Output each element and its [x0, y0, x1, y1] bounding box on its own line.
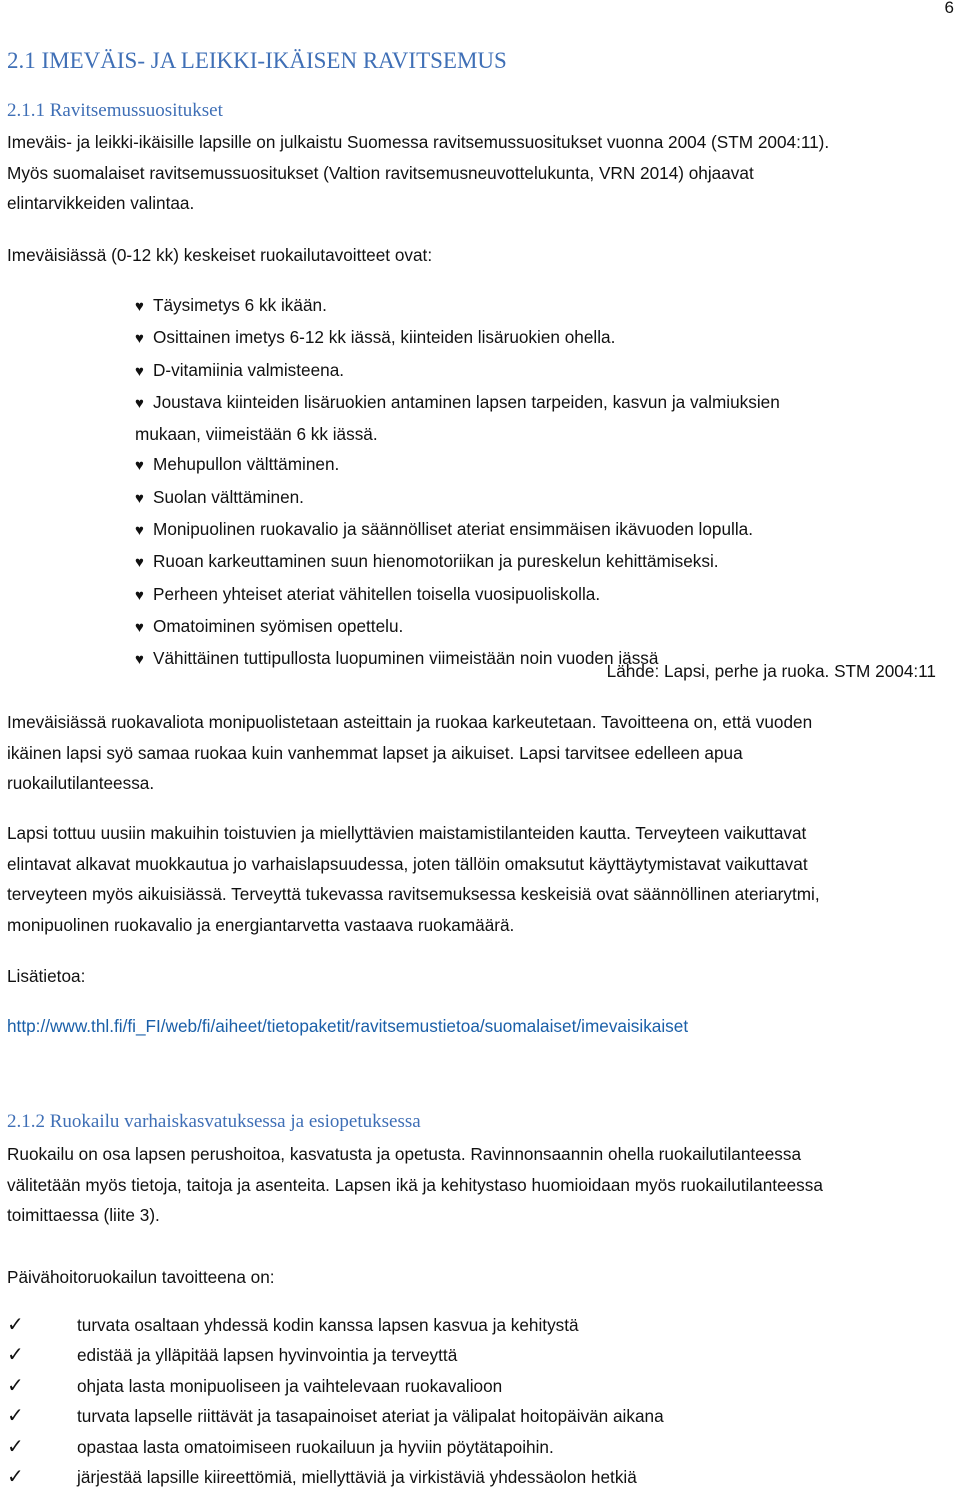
list-item: ♥ Vähittäinen tuttipullosta luopuminen viimeistään noin vuoden iässä: [135, 643, 780, 675]
paragraph-line: Imeväis- ja leikki-ikäisille lapsille on julkaistu Suomessa ravitsemussuositukset vuonna 2004 (STM 2004:11).: [7, 132, 830, 152]
paragraph-line: ikäinen lapsi syö samaa ruokaa kuin vanhemmat lapset ja aikuiset. Lapsi tarvitsee edelleen apua: [7, 742, 743, 763]
checkmark-icon: ✓: [7, 1314, 24, 1336]
paragraph-line: elintarvikkeiden valintaa.: [7, 193, 195, 213]
heart-bullet-icon: ♥: [135, 618, 144, 636]
list-item: ✓ ohjata lasta monipuoliseen ja vaihtelevaan ruokavalioon: [7, 1371, 664, 1401]
paragraph-line: monipuolinen ruokavalio ja energiantarvetta vastaava ruokamäärä.: [7, 914, 515, 935]
list-item: ♥ D-vitamiinia valmisteena.: [135, 355, 780, 387]
list-item: ✓ opastaa lasta omatoimiseen ruokailuun ja hyviin pöytätapoihin.: [7, 1432, 664, 1462]
paragraph-recommendations: [7, 127, 829, 219]
paragraph-tastes: [7, 818, 820, 940]
paragraph-line: terveyteen myös aikuisiässä. Terveyttä tukevassa ravitsemuksessa keskeisiä ovat säännöllinen ateriarytmi,: [7, 884, 820, 904]
page-number: 6: [944, 0, 954, 17]
section-title: 2.1 IMEVÄIS- JA LEIKKI-IKÄISEN RAVITSEMUS: [7, 48, 507, 73]
list-item: ♥ Joustava kiinteiden lisäruokien antaminen lapsen tarpeiden, kasvun ja valmiuksien: [135, 387, 780, 419]
checkmark-icon: ✓: [7, 1374, 24, 1397]
list-item: ✓ turvata osaltaan yhdessä kodin kanssa lapsen kasvua ja kehitystä: [7, 1310, 664, 1340]
heart-bullet-icon: ♥: [135, 522, 144, 540]
daycare-goals-intro: Päivähoitoruokailun tavoitteena on:: [7, 1267, 275, 1287]
more-info-label: Lisätietoa:: [7, 966, 86, 986]
heart-bullet-icon: ♥: [135, 298, 144, 315]
list-item-continuation: mukaan, viimeistään 6 kk iässä.: [135, 424, 378, 445]
heart-bullet-icon: ♥: [135, 489, 144, 507]
heart-bullet-icon: ♥: [135, 651, 144, 669]
heart-bullet-icon: ♥: [135, 330, 144, 348]
paragraph-infant-diet: [7, 707, 812, 799]
source-citation: Lähde: Lapsi, perhe ja ruoka. STM 2004:11: [606, 661, 936, 681]
heart-bullet-icon: ♥: [135, 457, 144, 475]
list-item: ♥ Ruoan karkeuttaminen suun hienomotoriikan ja pureskelun kehittämiseksi.: [135, 546, 780, 578]
paragraph-line: elintavat alkavat muokkautua jo varhaislapsuudessa, joten tällöin omaksutut käyttäytymistavat vaikuttavat: [7, 853, 808, 874]
list-item: ✓ järjestää lapsille kiireettömiä, miellyttäviä ja virkistäviä yhdessäolon hetkiä: [7, 1462, 664, 1492]
infant-goals-list: [135, 290, 780, 676]
goals-intro: Imeväisiässä (0-12 kk) keskeiset ruokailutavoitteet ovat:: [7, 245, 433, 265]
list-item: ♥ Perheen yhteiset ateriat vähitellen toisella vuosipuoliskolla.: [135, 579, 780, 611]
heart-bullet-icon: ♥: [135, 586, 144, 604]
paragraph-line: ruokailutilanteessa.: [7, 773, 155, 793]
checkmark-icon: ✓: [7, 1344, 24, 1367]
list-item: ♥ Osittainen imetys 6-12 kk iässä, kiinteiden lisäruokien ohella.: [135, 322, 780, 354]
subsection-title-ravitsemussuositukset: 2.1.1 Ravitsemussuositukset: [7, 100, 223, 121]
heart-bullet-icon: ♥: [135, 554, 144, 572]
list-item: ♥ Suolan välttäminen.: [135, 482, 780, 514]
paragraph-line: Imeväisiässä ruokavaliota monipuolistetaan asteittain ja ruokaa karkeutetaan. Tavoitteena on, että vuoden: [7, 712, 813, 732]
paragraph-line: Lapsi tottuu uusiin makuihin toistuvien ja miellyttävien maistamistilanteiden kautta. Terveyteen vaikuttavat: [7, 823, 807, 843]
list-item: ♥ Monipuolinen ruokavalio ja säännölliset ateriat ensimmäisen ikävuoden lopulla.: [135, 514, 780, 546]
paragraph-line: Ruokailu on osa lapsen perushoitoa, kasvatusta ja opetusta. Ravinnonsaannin ohella ruokailutilanteessa: [7, 1144, 802, 1164]
checkmark-icon: ✓: [7, 1405, 24, 1428]
paragraph-line: Myös suomalaiset ravitsemussuositukset (Valtion ravitsemusneuvottelukunta, VRN 2014) ohjaavat: [7, 162, 754, 183]
paragraph-daycare-meals: [7, 1139, 823, 1231]
list-item: ♥ Omatoiminen syömisen opettelu.: [135, 611, 780, 643]
daycare-goals-list: [7, 1310, 664, 1492]
list-item: ✓ edistää ja ylläpitää lapsen hyvinvointia ja terveyttä: [7, 1340, 664, 1370]
list-item: ♥ Mehupullon välttäminen.: [135, 449, 780, 481]
more-info-link[interactable]: http://www.thl.fi/fi_FI/web/fi/aiheet/tietopaketit/ravitsemustietoa/suomalaiset/imevaisikaiset: [7, 1016, 689, 1036]
list-item: ♥ Täysimetys 6 kk ikään.: [135, 290, 780, 322]
checkmark-icon: ✓: [7, 1466, 24, 1489]
heart-bullet-icon: ♥: [135, 362, 144, 380]
paragraph-line: toimittaessa (liite 3).: [7, 1205, 160, 1225]
subsection-title-ruokailu: 2.1.2 Ruokailu varhaiskasvatuksessa ja esiopetuksessa: [7, 1111, 421, 1132]
heart-bullet-icon: ♥: [135, 394, 144, 412]
paragraph-line: välitetään myös tietoja, taitoja ja asenteita. Lapsen ikä ja kehitystaso huomioidaan myös ruokailutilanteessa: [7, 1174, 823, 1195]
list-item: ✓ turvata lapselle riittävät ja tasapainoiset ateriat ja välipalat hoitopäivän aikana: [7, 1401, 664, 1431]
checkmark-icon: ✓: [7, 1435, 24, 1458]
